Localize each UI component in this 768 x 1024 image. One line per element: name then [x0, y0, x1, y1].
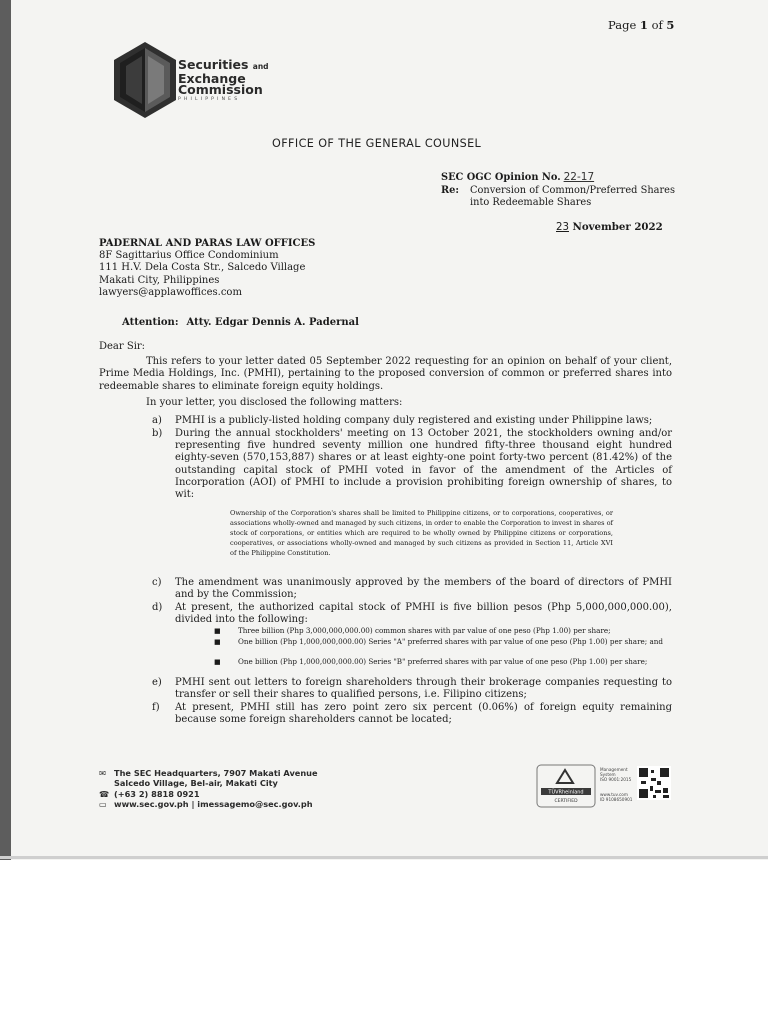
share-class-item: One billion (Php 1,000,000,000.00) Series "B" preferred shares with par value of one peso (Php 1.00) per share;: [238, 657, 648, 666]
footer-web: www.sec.gov.ph | imessagemo@sec.gov.ph: [114, 799, 313, 810]
item-letter: c): [152, 577, 162, 588]
list-item: At present, PMHI still has zero point zero six percent (0.06%) of foreign equity remaining because some foreign shareholders cannot be located;: [175, 702, 672, 726]
addressee-block: [99, 238, 315, 299]
svg-text:CERTIFIED: CERTIFIED: [554, 799, 578, 804]
list-item: PMHI is a publicly-listed holding company duly registered and existing under Philippine laws;: [175, 415, 653, 426]
web-icon: ▭: [99, 799, 107, 810]
office-heading: OFFICE OF THE GENERAL COUNSEL: [272, 137, 482, 150]
scan-bottom-edge: [0, 856, 768, 859]
salutation: Dear Sir:: [99, 341, 146, 352]
logo-subtitle: PHILIPPINES: [178, 97, 241, 102]
footer-phone: (+63 2) 8818 0921: [114, 788, 200, 799]
attention-line: Attention: Atty. Edgar Dennis A. Padernal: [122, 317, 359, 328]
svg-text:TÜVRheinland: TÜVRheinland: [548, 789, 584, 796]
address-line: Makati City, Philippines: [99, 274, 220, 286]
item-letter: b): [152, 428, 163, 439]
share-class-item: One billion (Php 1,000,000,000.00) Series "A" preferred shares with par value of one peso (Php 1.00) per share; and: [238, 637, 663, 646]
sec-wordmark: Securities and Exchange Commission: [178, 57, 269, 97]
phone-icon: ☎: [99, 788, 110, 799]
page-indicator: Page 1 of 5: [608, 18, 675, 32]
firm-name: PADERNAL AND PARAS LAW OFFICES: [99, 238, 316, 249]
letterhead-footer: [99, 768, 318, 810]
bullet-icon: ■: [214, 638, 221, 646]
bullet-icon: ■: [214, 658, 221, 666]
re-subject: Conversion of Common/Preferred Shares into Redeemable Shares: [470, 185, 675, 209]
address-line: 111 H.V. Dela Costa Str., Salcedo Village: [99, 262, 306, 274]
scan-left-edge: [0, 0, 11, 860]
addressee-email: lawyers@applawoffices.com: [99, 286, 242, 298]
share-class-item: Three billion (Php 3,000,000,000.00) common shares with par value of one peso (Php 1.00) per share;: [238, 626, 611, 635]
envelope-icon: ✉: [99, 768, 106, 778]
footer-address: Salcedo Village, Bel-air, Makati City: [114, 778, 278, 789]
qr-code-icon: [637, 766, 671, 800]
list-item: During the annual stockholders' meeting on 13 October 2021, the stockholders owning and/or representing five hundred seventy million one hundred fifty-three thousand eight hundred eighty-seven (570,153,887) shares or at least eighty-one point forty-two percent (81.42%) of the outstanding capital stock of PMHI voted in favor of the amendment of the Articles of Incorporation (AOI) of PMHI to include a provision prohibiting foreign ownership of shares, to wit:: [175, 428, 672, 501]
re-label: Re:: [441, 185, 459, 196]
sec-logo-icon: [114, 42, 176, 118]
list-item: PMHI sent out letters to foreign shareholders through their brokerage companies requesting to transfer or sell their shares to qualified persons, i.e. Filipino citizens;: [175, 677, 672, 701]
footer-address: The SEC Headquarters, 7907 Makati Avenue: [114, 768, 318, 778]
intro-paragraph: This refers to your letter dated 05 September 2022 requesting for an opinion on behalf of your client, Prime Media Holdings, Inc. (PMHI), pertaining to the proposed conversion of common or preferred shares into redeemable shares to eliminate foreign equity holdings.: [99, 356, 672, 392]
certification-text: Management System ISO 9001:2015 www.tuv.com ID 9108650901: [600, 767, 633, 802]
aoi-quotation: Ownership of the Corporation's shares shall be limited to Philippine citizens, or to corporations, cooperatives, or associations wholly-owned and managed by such citizens, in order to enable the Corporation to invest in shares of stock of corporations, or entities which are required to be wholly owned by Philippine citizens or corporations, cooperatives, or associations wholly-owned and managed by such citizens as provided in Section 11, Article XVI of the Philippine Constitution.: [230, 509, 613, 557]
item-letter: a): [152, 415, 162, 426]
item-letter: e): [152, 677, 162, 688]
letter-date: 23 November 2022: [556, 221, 663, 233]
opinion-number: SEC OGC Opinion No. 22-17: [441, 171, 595, 183]
item-letter: f): [152, 702, 160, 713]
bullet-icon: ■: [214, 627, 221, 635]
address-line: 8F Sagittarius Office Condominium: [99, 250, 279, 262]
list-item: At present, the authorized capital stock of PMHI is five billion pesos (Php 5,000,000,000.00), divided into the following:: [175, 602, 672, 626]
list-item: The amendment was unanimously approved by the members of the board of directors of PMHI and by the Commission;: [175, 577, 672, 601]
disclosure-intro: In your letter, you disclosed the following matters:: [146, 397, 403, 408]
item-letter: d): [152, 602, 163, 613]
